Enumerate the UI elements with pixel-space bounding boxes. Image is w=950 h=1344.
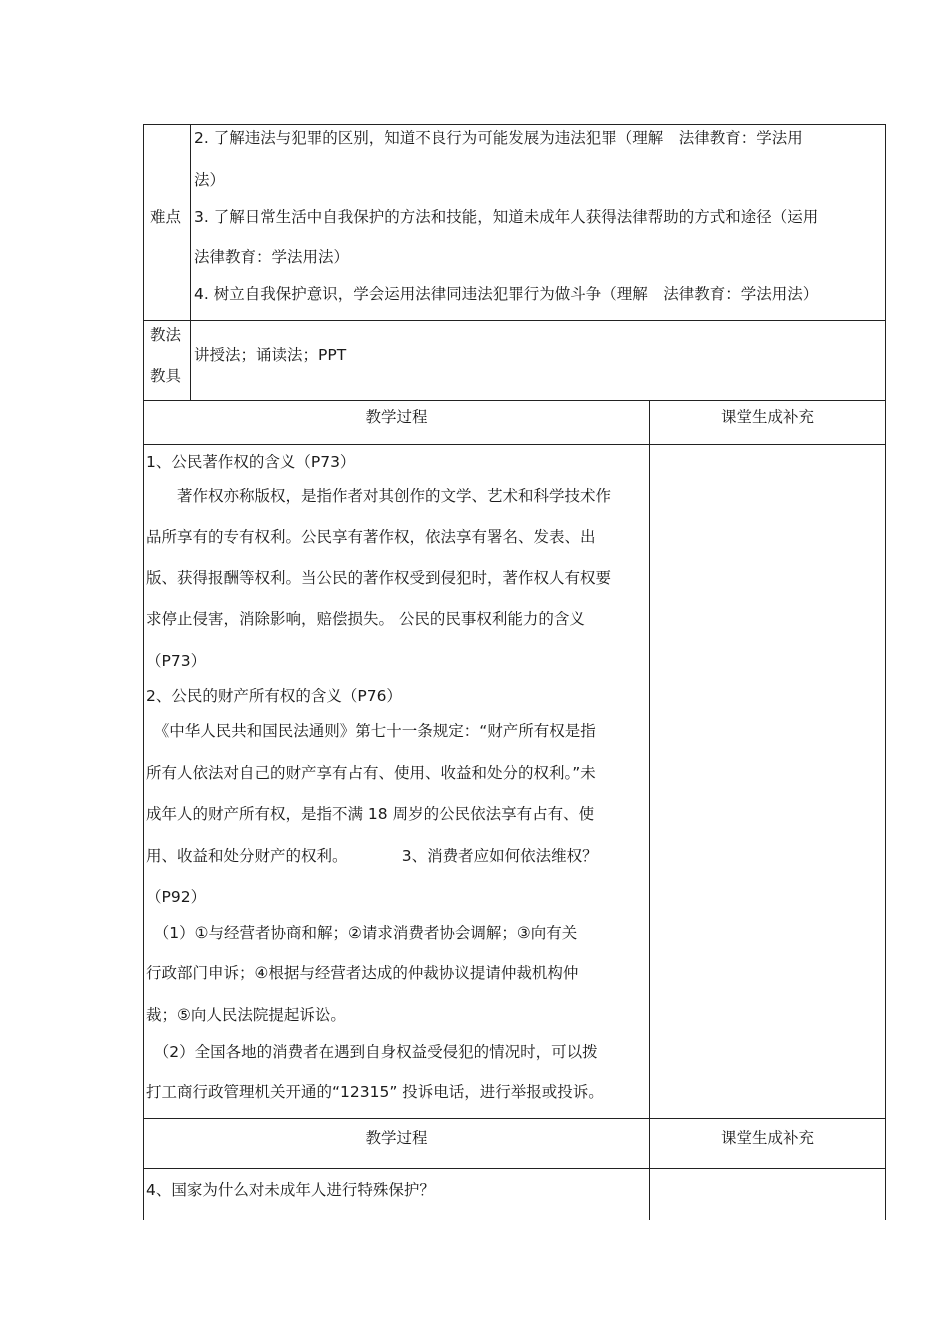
process-line: 裁；⑤向人民法院提起诉讼。 [146, 1006, 346, 1024]
table-border [143, 124, 144, 1220]
process-line: 打工商行政管理机关开通的“12315” 投诉电话，进行举报或投诉。 [146, 1083, 604, 1101]
process-line: 4、国家为什么对未成年人进行特殊保护？ [146, 1181, 435, 1199]
process-line: 版、获得报酬等权利。当公民的著作权受到侵犯时，著作权人有权要 [146, 569, 612, 587]
process-line: 品所享有的专有权利。公民享有著作权，依法享有署名、发表、出 [146, 528, 596, 546]
method-value: 讲授法；诵读法；PPT [194, 346, 347, 364]
table-border [143, 1118, 885, 1119]
table-border [143, 320, 885, 321]
difficulty-line: 3. 了解日常生活中自我保护的方法和技能，知道未成年人获得法律帮助的方式和途径（运用 [194, 208, 819, 226]
header-supplement: 课堂生成补充 [720, 1129, 814, 1147]
table-border [190, 124, 191, 400]
process-line: 行政部门申诉；④根据与经营者达成的仲裁协议提请仲裁机构仲 [146, 964, 579, 982]
table-border [649, 400, 650, 1220]
difficulty-label: 难点 [150, 208, 182, 226]
table-border [143, 444, 885, 445]
process-line: 著作权亦称版权，是指作者对其创作的文学、艺术和科学技术作 [146, 487, 612, 505]
process-line: 用、收益和处分财产的权利。 3、消费者应如何依法维权？ [146, 847, 598, 865]
header-supplement: 课堂生成补充 [720, 408, 814, 426]
process-line: 求停止侵害，消除影响，赔偿损失。 公民的民事权利能力的含义 [146, 610, 585, 628]
tools-label: 教具 [150, 367, 182, 385]
process-line: 2、公民的财产所有权的含义（P76） [146, 687, 402, 705]
process-line: 所有人依法对自己的财产享有占有、使用、收益和处分的权利。”未 [146, 764, 596, 782]
table-border [143, 124, 885, 125]
difficulty-line: 法律教育：学法用法） [194, 248, 350, 266]
process-line: （1）①与经营者协商和解；②请求消费者协会调解；③向有关 [146, 924, 578, 942]
method-label: 教法 [150, 326, 182, 344]
process-line: （P73） [146, 652, 207, 670]
difficulty-line: 2. 了解违法与犯罪的区别，知道不良行为可能发展为违法犯罪（理解 法律教育：学法用 [194, 129, 803, 147]
difficulty-line: 法） [194, 171, 226, 189]
process-line: 成年人的财产所有权，是指不满 18 周岁的公民依法享有占有、使 [146, 805, 595, 823]
process-line: 1、公民著作权的含义（P73） [146, 453, 356, 471]
table-border [885, 124, 886, 1220]
process-line: （P92） [146, 888, 207, 906]
process-line: 《中华人民共和国民法通则》第七十一条规定：“财产所有权是指 [146, 722, 596, 740]
header-process: 教学过程 [365, 1129, 428, 1147]
difficulty-line: 4. 树立自我保护意识，学会运用法律同违法犯罪行为做斗争（理解 法律教育：学法用法） [194, 285, 819, 303]
table-border [143, 400, 885, 401]
header-process: 教学过程 [365, 408, 428, 426]
table-border [143, 1168, 885, 1169]
process-line: （2）全国各地的消费者在遇到自身权益受侵犯的情况时，可以拨 [146, 1043, 598, 1061]
